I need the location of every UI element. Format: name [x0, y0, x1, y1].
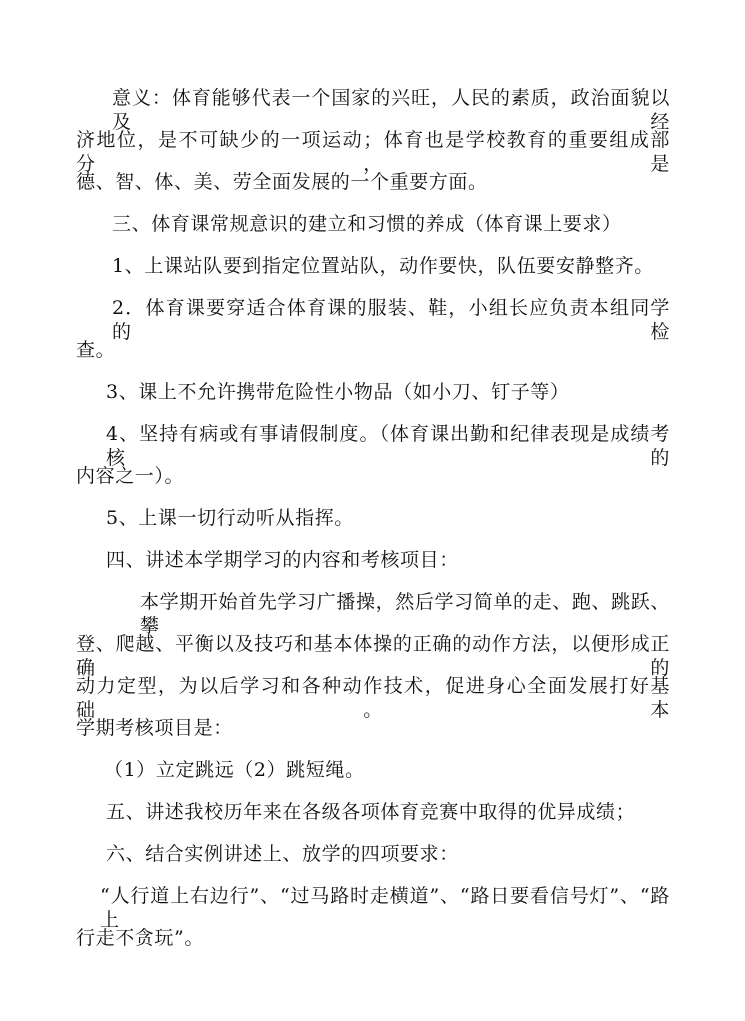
section-3-heading: 三、体育课常规意识的建立和习惯的养成（体育课上要求） — [112, 213, 622, 235]
rule-3: 3、课上不允许携带危险性小物品（如小刀、钉子等） — [106, 381, 570, 403]
paragraph-significance-line-2: 济地位，是不可缺少的一项运动；体育也是学校教育的重要组成部分，是 — [76, 129, 670, 175]
paragraph-significance-line-1: 意义：体育能够代表一个国家的兴旺，人民的素质，政治面貌以及经 — [112, 87, 670, 133]
rule-1: 1、上课站队要到指定位置站队，动作要快，队伍要安静整齐。 — [112, 255, 654, 277]
rule-4-line-2: 内容之一）。 — [76, 465, 185, 487]
semester-content-line-3: 动力定型，为以后学习和各种动作技术，促进身心全面发展打好基础。本 — [76, 675, 670, 721]
rule-2-line-1: 2．体育课要穿适合体育课的服装、鞋，小组长应负责本组同学的检 — [112, 297, 670, 343]
rule-5: 5、上课一切行动听从指挥。 — [106, 507, 354, 529]
assessment-items: （1）立定跳远（2）跳短绳。 — [104, 759, 365, 781]
section-6-heading: 六、结合实例讲述上、放学的四项要求： — [106, 843, 459, 865]
semester-content-line-2: 登、爬越、平衡以及技巧和基本体操的正确的动作方法，以便形成正确的 — [76, 633, 670, 679]
paragraph-significance-line-3: 德、智、体、美、劳全面发展的一个重要方面。 — [76, 171, 488, 193]
rule-2-line-2: 查。 — [76, 339, 116, 361]
section-5-heading: 五、讲述我校历年来在各级各项体育竞赛中取得的优异成绩； — [106, 801, 636, 823]
section-4-heading: 四、讲述本学期学习的内容和考核项目： — [106, 549, 459, 571]
semester-content-line-1: 本学期开始首先学习广播操，然后学习简单的走、跑、跳跃、攀 — [140, 591, 670, 637]
rule-4-line-1: 4、坚持有病或有事请假制度。（体育课出勤和纪律表现是成绩考核的 — [106, 423, 670, 469]
safety-slogans-line-1: “人行道上右边行”、“过马路时走横道”、“路日要看信号灯”、“路上 — [100, 885, 670, 931]
safety-slogans-line-2: 行走不贪玩”。 — [76, 927, 204, 949]
semester-content-line-4: 学期考核项目是： — [76, 717, 233, 739]
